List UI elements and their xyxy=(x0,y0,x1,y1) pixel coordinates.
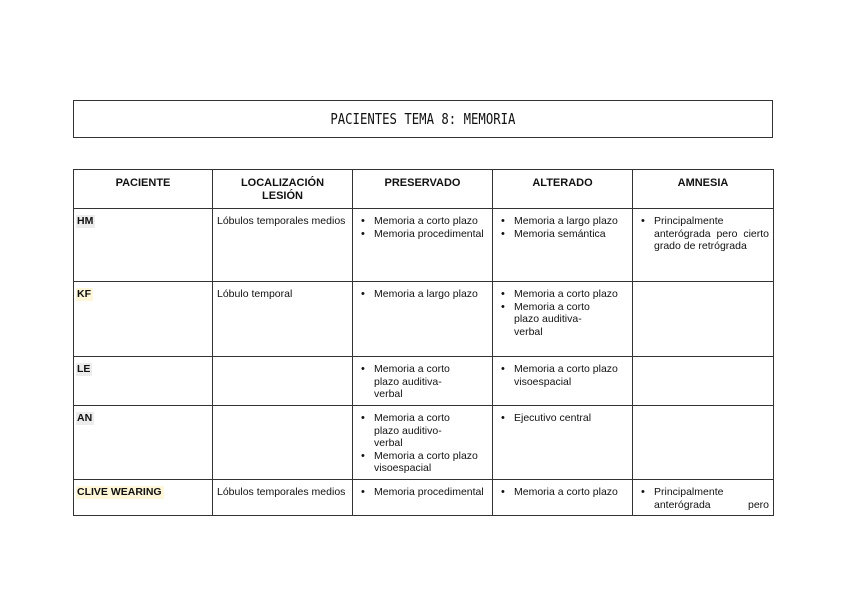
patient-name: CLIVE WEARING xyxy=(77,486,162,498)
header-location xyxy=(213,170,353,209)
cell-preserved xyxy=(353,357,493,406)
cell-amnesia xyxy=(633,282,774,357)
list-item: • Memoria semántica xyxy=(514,228,628,241)
cell-amnesia xyxy=(633,406,774,480)
list-item: • Memoria procedimental xyxy=(374,486,488,499)
patient-name: HM xyxy=(77,215,94,227)
patient-name: LE xyxy=(77,363,91,375)
cell-location: Lóbulos temporales medios xyxy=(213,480,353,516)
cell-patient xyxy=(74,282,213,357)
header-altered: ALTERADO xyxy=(493,170,633,209)
cell-altered xyxy=(493,406,633,480)
list-item: • Memoria a corto plazo visoespacial xyxy=(514,363,628,388)
cell-patient xyxy=(74,480,213,516)
table-row xyxy=(74,480,774,516)
header-row xyxy=(74,170,774,209)
cell-location: Lóbulos temporales medios xyxy=(213,209,353,282)
list-item: • Memoria a corto plazo auditiva-verbal xyxy=(374,363,459,401)
header-patient: PACIENTE xyxy=(74,170,213,209)
list-item: • Memoria a corto plazo auditiva-verbal xyxy=(514,301,599,339)
cell-location xyxy=(213,357,353,406)
list-item: • Memoria a corto plazo xyxy=(374,215,488,228)
cell-altered xyxy=(493,480,633,516)
cell-amnesia xyxy=(633,480,774,516)
patients-table xyxy=(73,169,774,516)
list-item: • Ejecutivo central xyxy=(514,412,628,425)
list-item: • Memoria procedimental xyxy=(374,228,488,241)
table-row xyxy=(74,406,774,480)
list-item: • Memoria a corto plazo visoespacial xyxy=(374,450,488,475)
title-box xyxy=(73,100,773,138)
table-row xyxy=(74,209,774,282)
cell-altered xyxy=(493,357,633,406)
cell-amnesia xyxy=(633,357,774,406)
list-item: • Principalmente anterógrada pero cierto grado de retrógrada xyxy=(654,215,769,253)
patient-name: KF xyxy=(77,288,91,300)
cell-amnesia xyxy=(633,209,774,282)
header-amnesia: AMNESIA xyxy=(633,170,774,209)
cell-location xyxy=(213,406,353,480)
cell-preserved xyxy=(353,480,493,516)
cell-preserved xyxy=(353,406,493,480)
list-item: • Memoria a corto plazo auditivo-verbal xyxy=(374,412,459,450)
cell-preserved xyxy=(353,209,493,282)
cell-altered xyxy=(493,282,633,357)
cell-altered xyxy=(493,209,633,282)
header-location-label: LOCALIZACIÓN LESIÓN xyxy=(240,177,325,202)
patient-name: AN xyxy=(77,412,93,424)
cell-preserved xyxy=(353,282,493,357)
cell-patient xyxy=(74,209,213,282)
cell-location: Lóbulo temporal xyxy=(213,282,353,357)
cell-patient xyxy=(74,406,213,480)
table-row xyxy=(74,282,774,357)
list-item: • Memoria a corto plazo xyxy=(514,486,628,499)
list-item: • Principalmente anterógrada pero xyxy=(654,486,769,511)
header-preserved: PRESERVADO xyxy=(353,170,493,209)
list-item: • Memoria a largo plazo xyxy=(514,215,628,228)
list-item: • Memoria a corto plazo xyxy=(514,288,628,301)
page-title: PACIENTES TEMA 8: MEMORIA xyxy=(330,110,516,128)
cell-patient xyxy=(74,357,213,406)
list-item: • Memoria a largo plazo xyxy=(374,288,488,301)
table-row xyxy=(74,357,774,406)
